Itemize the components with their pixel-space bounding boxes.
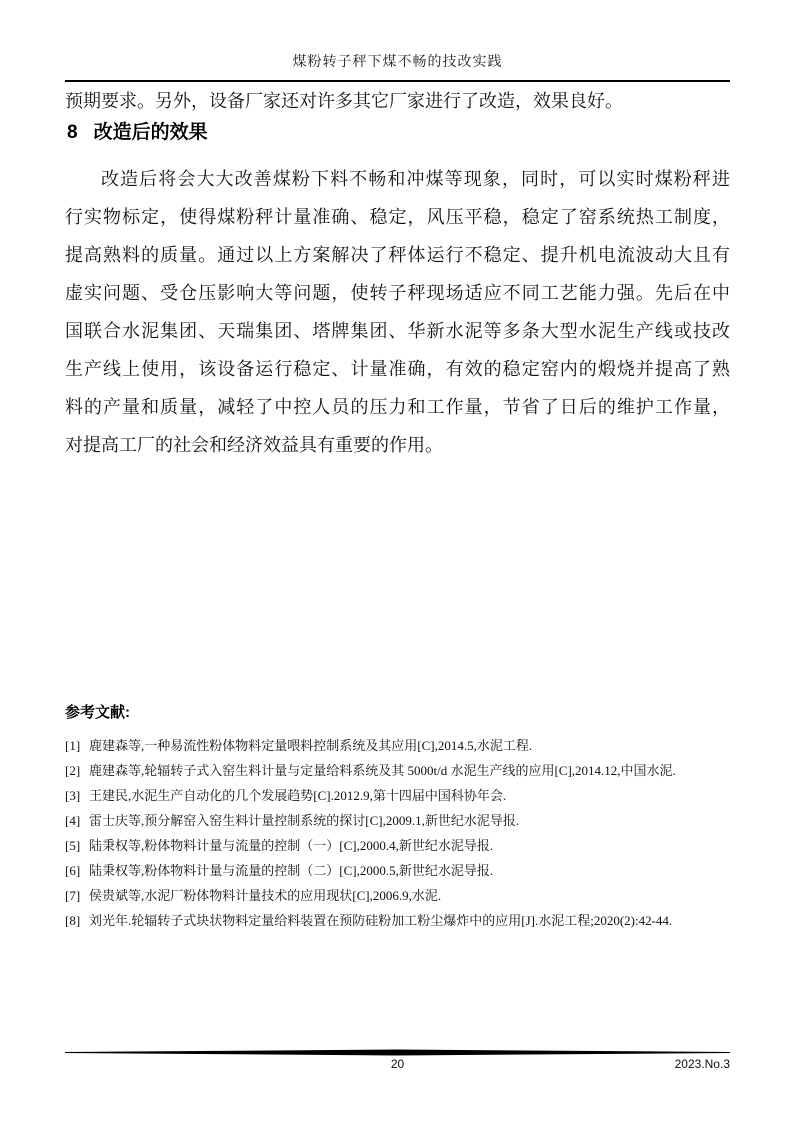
header-rule: [65, 80, 730, 82]
reference-number: [1]: [65, 738, 81, 753]
paragraph-line: 提高熟料的质量。通过以上方案解决了秤体运行不稳定、提升机电流波动大且有: [65, 245, 730, 265]
reference-number: [2]: [65, 763, 81, 778]
section-heading: [67, 118, 730, 148]
reference-text: 刘光年.轮辐转子式块状物料定量给料装置在预防硅粉加工粉尘爆炸中的应用[J].水泥工程;2020(2):42-44.: [89, 913, 673, 928]
reference-number: [3]: [65, 788, 81, 803]
paragraph-line: 生产线上使用，该设备运行稳定、计量准确，有效的稳定窑内的煅烧并提高了熟: [65, 359, 730, 379]
page-footer: [65, 1057, 730, 1075]
reference-text: 鹿建森等,一种易流性粉体物料定量喂料控制系统及其应用[C],2014.5,水泥工程.: [89, 738, 533, 753]
paragraph-continuation: 预期要求。另外，设备厂家还对许多其它厂家进行了改造，效果良好。: [65, 91, 623, 111]
paragraph-line: 行实物标定，使得煤粉秤计量准确、稳定，风压平稳，稳定了窑系统热工制度，: [65, 207, 730, 227]
reference-entry: [65, 908, 745, 933]
reference-entry: [65, 783, 745, 808]
section-title: 改造后的效果: [93, 122, 208, 143]
reference-text: 雷士庆等,预分解窑入窑生料计量控制系统的探讨[C],2009.1,新世纪水泥导报.: [89, 813, 520, 828]
reference-text: 鹿建森等,轮辐转子式入窑生料计量与定量给料系统及其 5000t/d 水泥生产线的应用[C],2014.12,中国水泥.: [89, 763, 676, 778]
reference-number: [7]: [65, 888, 81, 903]
reference-entry: [65, 808, 745, 833]
reference-entry: [65, 758, 745, 783]
issue-label: 2023.No.3: [674, 1057, 730, 1071]
paragraph-line: 对提高工厂的社会和经济效益具有重要的作用。: [65, 435, 443, 455]
reference-text: 陆秉权等,粉体物料计量与流量的控制（一）[C],2000.4,新世纪水泥导报.: [89, 838, 494, 853]
section-number: 8: [67, 122, 78, 143]
paragraph-line: 国联合水泥集团、天瑞集团、塔牌集团、华新水泥等多条大型水泥生产线或技改: [65, 321, 730, 341]
references-section: [65, 702, 745, 933]
running-title: 煤粉转子秤下煤不畅的技改实践: [292, 55, 503, 70]
reference-entry: [65, 883, 745, 908]
footer-rule: [65, 1049, 730, 1056]
paragraph-line: 料的产量和质量，减轻了中控人员的压力和工作量，节省了日后的维护工作量，: [65, 397, 730, 417]
reference-text: 陆秉权等,粉体物料计量与流量的控制（二）[C],2000.5,新世纪水泥导报.: [89, 863, 494, 878]
paragraph-line: 虚实问题、受仓压影响大等问题，使转子秤现场适应不同工艺能力强。先后在中: [65, 283, 730, 303]
reference-entry: [65, 733, 745, 758]
reference-number: [6]: [65, 863, 81, 878]
reference-number: [4]: [65, 813, 81, 828]
reference-entry: [65, 833, 745, 858]
body-paragraph: [65, 160, 730, 464]
reference-number: [8]: [65, 913, 81, 928]
references-title: 参考文献:: [65, 704, 130, 721]
reference-text: 侯贵斌等,水泥厂粉体物料计量技术的应用现状[C],2006.9,水泥.: [89, 888, 442, 903]
page-number: 20: [390, 1057, 405, 1071]
reference-entry: [65, 858, 745, 883]
paragraph-line: 改造后将会大大改善煤粉下料不畅和冲煤等现象，同时，可以实时煤粉秤进: [101, 169, 730, 189]
reference-number: [5]: [65, 838, 81, 853]
reference-text: 王建民,水泥生产自动化的几个发展趋势[C].2012.9,第十四届中国科协年会.: [89, 788, 507, 803]
